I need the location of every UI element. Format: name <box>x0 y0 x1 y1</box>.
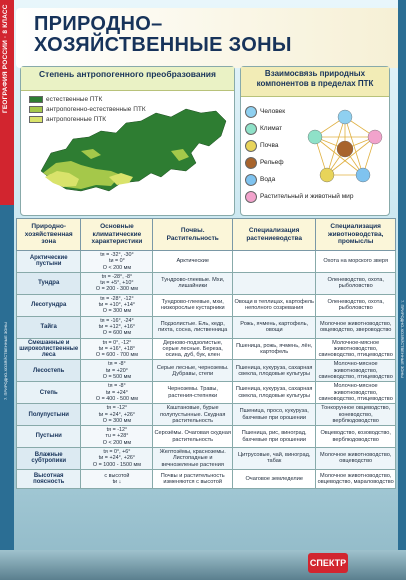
climate-cell: tя = -8° tи = +20° О = 500 мм <box>81 360 153 382</box>
zone-cell: Пустыни <box>17 426 81 448</box>
crops-cell <box>233 272 316 294</box>
component-item: Человек <box>245 103 353 120</box>
soil-cell: Дерново-подзолистые, серые лесные. Береза, осина, дуб, бук, клен <box>153 338 233 360</box>
component-dot <box>245 191 257 203</box>
component-item: Климат <box>245 120 353 137</box>
soil-cell: Каштановые, бурые полупустынные. Скудная растительность <box>153 404 233 426</box>
crops-cell: Овощи в теплицах, картофель неполного созревания <box>233 294 316 316</box>
soil-cell: Желтозёмы, красноземы. Листопадные и вечнозеленые растения <box>153 448 233 470</box>
table-row <box>17 426 396 448</box>
table-header-row <box>17 219 396 251</box>
title-line-2: ХОЗЯЙСТВЕННЫЕ ЗОНЫ <box>34 34 292 56</box>
livestock-cell: Оленеводство, охота, рыболовство <box>316 294 396 316</box>
zone-cell: Тундра <box>17 272 81 294</box>
legend-label: антропогенные ПТК <box>46 115 107 123</box>
components-panel <box>240 66 390 216</box>
soil-cell: Подзолистые. Ель, кедр, пихта, сосна, лиственница <box>153 316 233 338</box>
legend-item <box>29 94 146 104</box>
table-row <box>17 448 396 470</box>
table-row <box>17 382 396 404</box>
livestock-cell: Охота на морского зверя <box>316 251 396 273</box>
zones-table <box>16 218 396 550</box>
crops-cell <box>233 251 316 273</box>
zone-cell: Влажные субтропики <box>17 448 81 470</box>
crops-cell: Очаговое земледелие <box>233 469 316 489</box>
component-dot <box>245 174 257 186</box>
anthropogenic-map-panel <box>20 66 235 216</box>
side-subtitle: 7. ПРИРОДНО-ХОЗЯЙСТВЕННЫЕ ЗОНЫ <box>3 322 8 400</box>
component-dot <box>245 140 257 152</box>
column-header: Почвы. Растительность <box>153 219 233 251</box>
table-row <box>17 338 396 360</box>
soil-cell: Тундрово-глеевые, мхи, низкорослые кустарники <box>153 294 233 316</box>
climate-cell: tя = -28°, -8° tи = +5°, +10° О = 200 - 300 мм <box>81 272 153 294</box>
crops-cell: Рожь, ячмень, картофель, овощи <box>233 316 316 338</box>
soil-cell: Почвы и растительность изменяются с высотой <box>153 469 233 489</box>
livestock-cell: Молочное животноводство, овцеводство, звероводство <box>316 316 396 338</box>
livestock-cell: Оленеводство, охота, рыболовство <box>316 272 396 294</box>
legend-item <box>29 114 146 124</box>
crops-cell: Цитрусовые, чай, виноград, табак <box>233 448 316 470</box>
livestock-cell: Тонкорунное овцеводство, коневодство, верблюдоводство <box>316 404 396 426</box>
table-row <box>17 294 396 316</box>
page-title <box>34 14 374 56</box>
soil-cell: Тундрово-глеевые. Мхи, лишайники <box>153 272 233 294</box>
soil-cell: Серые лесные, черноземы. Дубравы, степи <box>153 360 233 382</box>
livestock-cell: Молочное-мясное животноводство, свиноводство, птицеводство <box>316 338 396 360</box>
climate-cell: tя = -16°, -24° tи = +12°, +16° О = 600 мм <box>81 316 153 338</box>
legend-swatch-anthropogenic <box>29 116 43 123</box>
legend-swatch-semi <box>29 106 43 113</box>
table-row <box>17 360 396 382</box>
climate-cell: с высотой tи ↓ <box>81 469 153 489</box>
component-item: Растительный и животный мир <box>245 188 353 205</box>
column-header: Природно-хозяйственная зона <box>17 219 81 251</box>
livestock-cell: Молочно-мясное животноводство, свиноводство, птицеводство <box>316 360 396 382</box>
livestock-cell: Молочно-мясное животноводство, свиноводство, птицеводство <box>316 382 396 404</box>
component-item: Почва <box>245 137 353 154</box>
legend-label: естественные ПТК <box>46 95 103 103</box>
zone-cell: Тайга <box>17 316 81 338</box>
climate-cell: tя = -12° тu = +28° О < 200 мм <box>81 426 153 448</box>
crops-cell: Пшеница, рис, виноград, бахчевые при орошении <box>233 426 316 448</box>
side-red-block <box>0 0 14 205</box>
legend-swatch-natural <box>29 96 43 103</box>
zone-cell: Степь <box>17 382 81 404</box>
livestock-cell: Молочное животноводство, овцеводство, мараловодство <box>316 469 396 489</box>
components-network <box>305 109 385 189</box>
climate-cell: tя = -32°, -30° tи = 0° О < 200 мм <box>81 251 153 273</box>
column-header: Специализация животноводства, промыслы <box>316 219 396 251</box>
crops-cell: Пшеница, кукуруза, сахарная свекла, плодовые культуры <box>233 382 316 404</box>
climate-cell: tя = 0°, -12° tи = +16°, +18° О = 600 - 700 мм <box>81 338 153 360</box>
table-row <box>17 404 396 426</box>
climate-cell: tя = 0°, +6° tи = +24°, +26° О = 1000 - 1500 мм <box>81 448 153 470</box>
crops-cell: Пшеница, рожь, ячмень, лён, картофель <box>233 338 316 360</box>
zone-cell: Лесотундра <box>17 294 81 316</box>
column-header: Основные климатические характеристики <box>81 219 153 251</box>
climate-cell: tя = -12° tи = +24°, +26° О = 300 мм <box>81 404 153 426</box>
map-panel-heading: Степень антропогенного преобразования <box>21 67 234 91</box>
table-row <box>17 316 396 338</box>
zone-cell: Высотная поясность <box>17 469 81 489</box>
component-item: Рельеф <box>245 154 353 171</box>
component-dot <box>245 123 257 135</box>
title-line-1: ПРИРОДНО– <box>34 13 163 35</box>
components-panel-heading: Взаимосвязь природных компонентов в пределах ПТК <box>241 67 389 97</box>
crops-cell: Пшеница, просо, кукуруза, бахчевые при орошении <box>233 404 316 426</box>
table-row <box>17 469 396 489</box>
column-header: Специализация растениеводства <box>233 219 316 251</box>
livestock-cell: Овцеводство, козоводство, верблюдоводство <box>316 426 396 448</box>
table-row <box>17 251 396 273</box>
table-row <box>17 272 396 294</box>
climate-cell: tя = -8° tи = +24° О = 400 - 500 мм <box>81 382 153 404</box>
soil-cell: Черноземы. Травы, растения-степняки <box>153 382 233 404</box>
soil-cell: Арктические <box>153 251 233 273</box>
climate-cell: tя = -28°, -12° tи = +10°, +14° О = 300 мм <box>81 294 153 316</box>
crops-cell: Пшеница, кукуруза, сахарная свекла, плодовые культуры <box>233 360 316 382</box>
soil-cell: Серозёмы. Очаговая скудная растительность <box>153 426 233 448</box>
component-item: Вода <box>245 171 353 188</box>
zone-cell: Арктические пустыни <box>17 251 81 273</box>
right-subtitle: 7. ПРИРОДНО-ХОЗЯЙСТВЕННЫЕ ЗОНЫ <box>400 300 405 378</box>
right-stripe <box>398 0 406 580</box>
map-legend <box>29 94 146 124</box>
zone-cell: Смешанные и широколиственные леса <box>17 338 81 360</box>
publisher-logo: СПЕКТР <box>308 553 348 573</box>
livestock-cell: Молочное животноводство, овцеводство <box>316 448 396 470</box>
zone-cell: Полупустыни <box>17 404 81 426</box>
legend-item <box>29 104 146 114</box>
zone-cell: Лесостепь <box>17 360 81 382</box>
component-dot <box>245 106 257 118</box>
series-title: ГЕОГРАФИЯ РОССИИ · 8 КЛАСС <box>2 4 9 113</box>
legend-label: антропогенно-естественные ПТК <box>46 105 146 113</box>
component-dot <box>245 157 257 169</box>
